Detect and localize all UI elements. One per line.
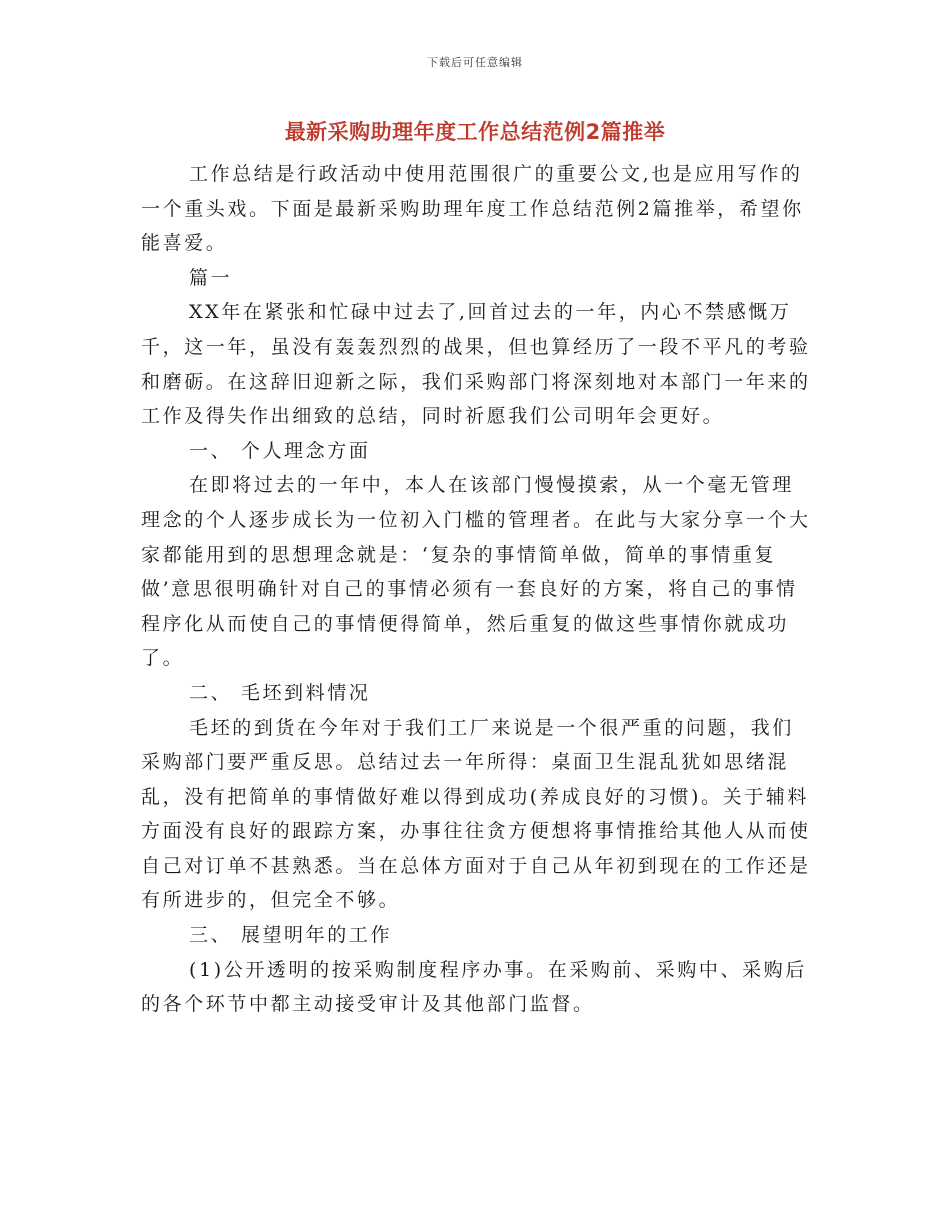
section-heading-blank-materials: 二、 毛坯到料情况 [189, 681, 371, 704]
paragraph-next-year-item-1: (1)公开透明的按采购制度程序办事。在采购前、采购中、采购后的各个环节中都主动接受审计及其他部门监督。 [141, 958, 807, 1016]
document-body [141, 157, 811, 1022]
section-heading-personal-concept: 一、 个人理念方面 [189, 439, 371, 462]
section-heading-part-one: 篇一 [189, 266, 233, 289]
paragraph-blank-materials: 毛坯的到货在今年对于我们工厂来说是一个很严重的问题，我们采购部门要严重反思。总结过去一年所得：桌面卫生混乱犹如思绪混乱，没有把简单的事情做好难以得到成功(养成良好的习惯)。关于辅料方面没有良好的跟踪方案，办事往往贪方便想将事情推给其他人从而使自己对订单不甚熟悉。当在总体方面对于自己从年初到现在的工作还是有所进步的，但完全不够。 [141, 716, 811, 912]
header-note: 下载后可任意编辑 [427, 56, 523, 69]
paragraph-intro: 工作总结是行政活动中使用范围很广的重要公文,也是应用写作的一个重头戏。下面是最新采购助理年度工作总结范例2篇推举，希望你能喜爱。 [141, 163, 804, 255]
document-title: 最新采购助理年度工作总结范例2篇推举 [284, 120, 666, 144]
section-heading-next-year: 三、 展望明年的工作 [189, 924, 393, 947]
paragraph-overview: XX年在紧张和忙碌中过去了,回首过去的一年，内心不禁感慨万千，这一年，虽没有轰轰烈烈的战果，但也算经历了一段不平凡的考验和磨砺。在这辞旧迎新之际，我们采购部门将深刻地对本部门一年来的工作及得失作出细致的总结，同时祈愿我们公司明年会更好。 [141, 301, 811, 428]
paragraph-personal-concept: 在即将过去的一年中，本人在该部门慢慢摸索，从一个毫无管理理念的个人逐步成长为一位初入门槛的管理者。在此与大家分享一个大家都能用到的思想理念就是：‘复杂的事情简单做，简单的事情重复做’意思很明确针对自己的事情必须有一套良好的方案，将自己的事情程序化从而使自己的事情便得简单，然后重复的做这些事情你就成功了。 [141, 474, 811, 670]
